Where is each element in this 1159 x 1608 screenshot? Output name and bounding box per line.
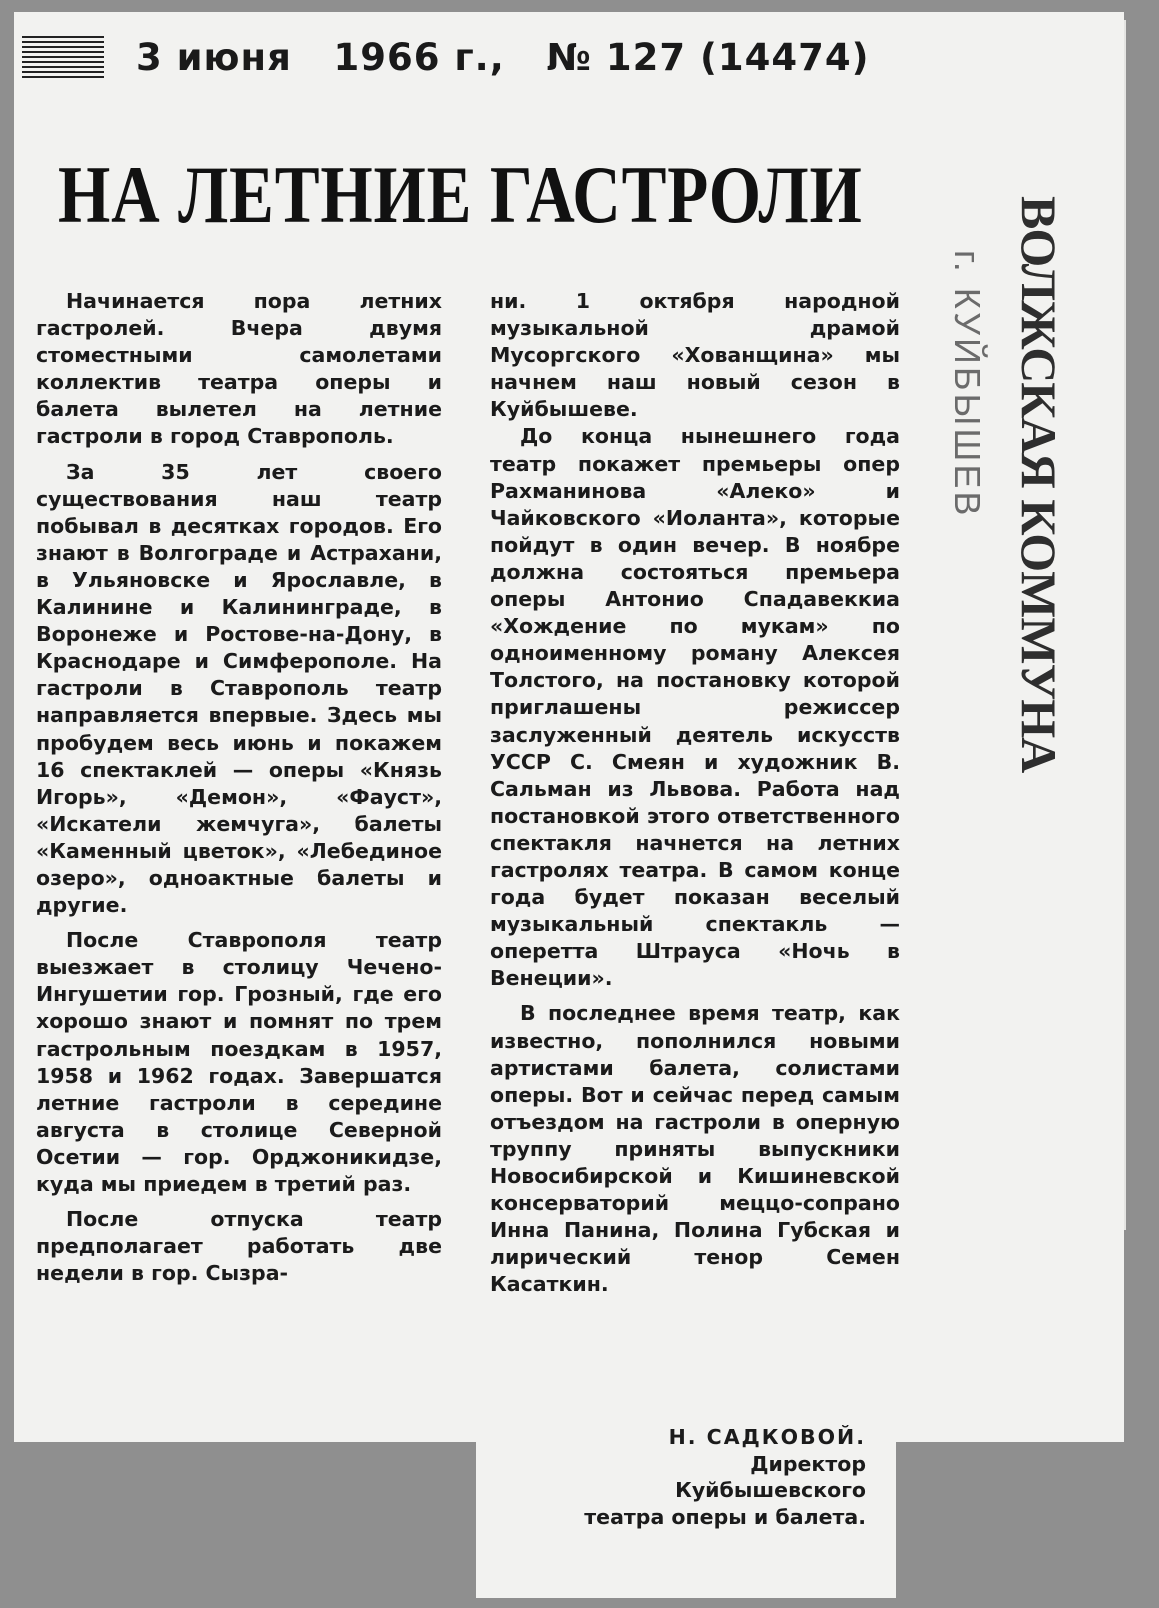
article-column-right [490, 288, 900, 1298]
headline: НА ЛЕТНИЕ ГАСТРОЛИ [58, 149, 863, 240]
newspaper-city: г. КУЙБЫШЕВ [947, 250, 988, 519]
signature-name: Н. САДКОВОЙ. [668, 1425, 866, 1449]
article-paragraph: За 35 лет своего существования наш театр побывал в десятках городов. Его знают в Волгограде и Астрахани, в Ульяновске и Ярославле, в Калинине и Калининграде, в Воронеже и Ростове-на-Дону, в Краснодаре и Симферополе. На гастроли в Ставрополь театр направляется впервые. Здесь мы пробудем весь июнь и покажем 16 спектаклей — оперы «Князь Игорь», «Демон», «Фауст», «Искатели жемчуга», балеты «Каменный цветок», «Лебединое озеро», одноактные балеты и другие. [36, 459, 442, 918]
article-paragraph: После отпуска театр предполагает работать две недели в гор. Сызра- [36, 1207, 442, 1286]
stamp-lines [22, 36, 104, 80]
dateline: 3 июня 1966 г., № 127 (14474) [136, 36, 870, 79]
signature-title: Куйбышевского [675, 1478, 866, 1502]
article-paragraph: В последнее время театр, как известно, пополнился новыми артистами балета, солистами оперы. Вот и сейчас перед самым отъездом на гастроли в оперную труппу приняты выпускники Новосибирской и Кишиневской консерваторий меццо-сопрано Инна Панина, Полина Губская и лирический тенор Семен Касаткин. [490, 1001, 900, 1297]
article-paragraph-continuation: ни. 1 октября народной музыкальной драмой Мусоргского «Хованщина» мы начнем наш новый сезон в Куйбышеве. [490, 289, 900, 422]
newspaper-masthead: ВОЛЖСКАЯ КОММУНА [1011, 196, 1067, 773]
signature-title: театра оперы и балета. [584, 1504, 866, 1529]
article-paragraph: Начинается пора летних гастролей. Вчера двумя стоместными самолетами коллектив театра оперы и балета вылетел на летние гастроли в город Ставрополь. [36, 289, 442, 449]
article-paragraph: До конца нынешнего года театр покажет премьеры опер Рахманинова «Алеко» и Чайковского «Иоланта», которые пойдут в один вечер. В ноябре должна состояться премьера оперы Антонио Спадавеккиа «Хождение по мукам» по одноименному роману Алексея Толстого, на постановку которой приглашены режиссер заслуженный деятель искусств УССР С. Смеян и художник В. Сальман из Львова. Работа над постановкой этого ответственного спектакля начнется на летних гастролях театра. В самом конце года будет показан веселый музыкальный спектакль — оперетта Штрауса «Ночь в Венеции». [490, 424, 900, 991]
article-paragraph: После Ставрополя театр выезжает в столицу Чечено-Ингушетии гор. Грозный, где его хорошо знают и помнят по трем гастрольным поездкам в 1957, 1958 и 1962 годах. Завершатся летние гастроли в середине августа в столице Северной Осетии — гор. Орджоникидзе, куда мы приедем в третий раз. [36, 928, 442, 1196]
signature-title: Директор [750, 1451, 866, 1476]
article-column-left [36, 288, 442, 1287]
signature-block [490, 1424, 866, 1530]
